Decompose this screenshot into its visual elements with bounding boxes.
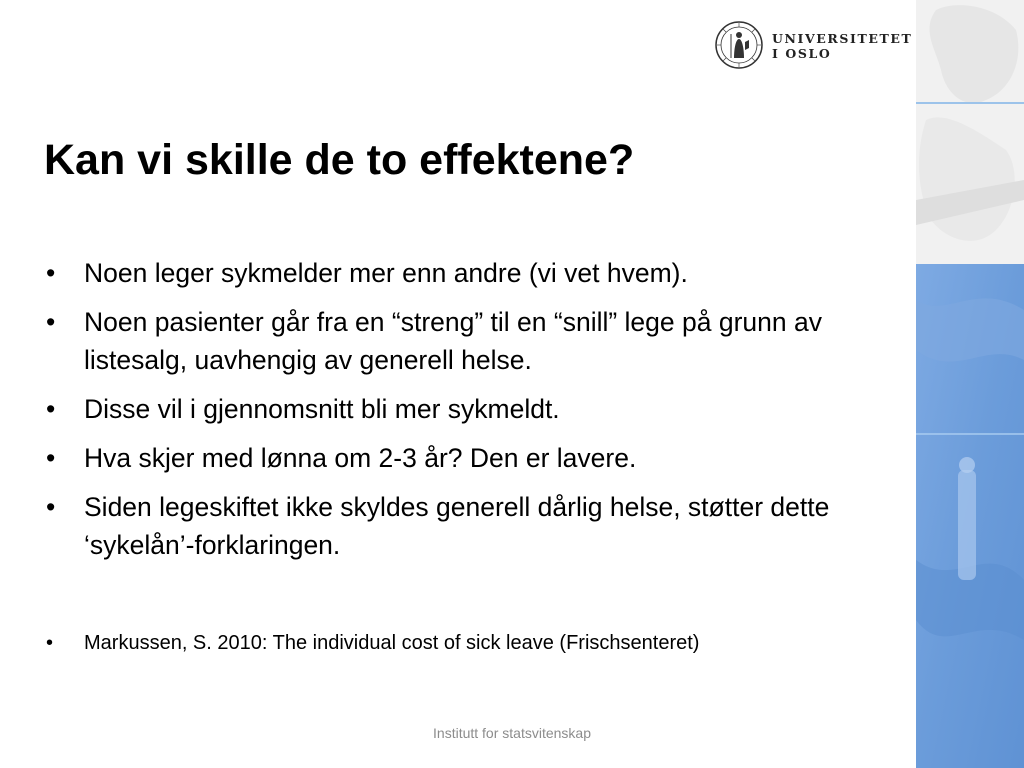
bullet-text: Hva skjer med lønna om 2-3 år? Den er lavere. (84, 443, 637, 473)
logo-line-1: UNIVERSITETET (772, 31, 913, 46)
bullet-text: Noen pasienter går fra en “streng” til en “snill” lege på grunn av listesalg, uavhengig av generell helse. (84, 307, 822, 375)
bullet-symbol: • (46, 394, 56, 424)
bullet-symbol: • (46, 307, 56, 337)
bullet-text: Siden legeskiftet ikke skyldes generell dårlig helse, støtter dette ‘sykelån’-forklaringen. (84, 492, 830, 560)
slide-footer: Institutt for statsvitenskap (433, 725, 591, 741)
slide-title: Kan vi skille de to effektene? (44, 136, 635, 184)
logo-line-2: I OSLO (772, 46, 832, 61)
bullet-symbol: • (46, 443, 56, 473)
bullet-symbol: • (46, 632, 54, 654)
bullet-item (44, 303, 904, 379)
reference-text: Markussen, S. 2010: The individual cost of sick leave (Frischsenteret) (84, 632, 700, 654)
university-seal-icon (714, 20, 764, 70)
university-logo (714, 20, 913, 74)
decorative-side-strip (916, 0, 1024, 768)
bullet-list (44, 254, 904, 575)
reference-item (44, 628, 904, 658)
bullet-item (44, 488, 904, 564)
bullet-item (44, 439, 904, 477)
bullet-symbol: • (46, 492, 56, 522)
bullet-item (44, 254, 904, 292)
logo-wordmark (772, 31, 912, 61)
bullet-symbol: • (46, 258, 56, 288)
bullet-item (44, 390, 904, 428)
bullet-text: Noen leger sykmelder mer enn andre (vi vet hvem). (84, 258, 688, 288)
bullet-text: Disse vil i gjennomsnitt bli mer sykmeldt. (84, 394, 560, 424)
